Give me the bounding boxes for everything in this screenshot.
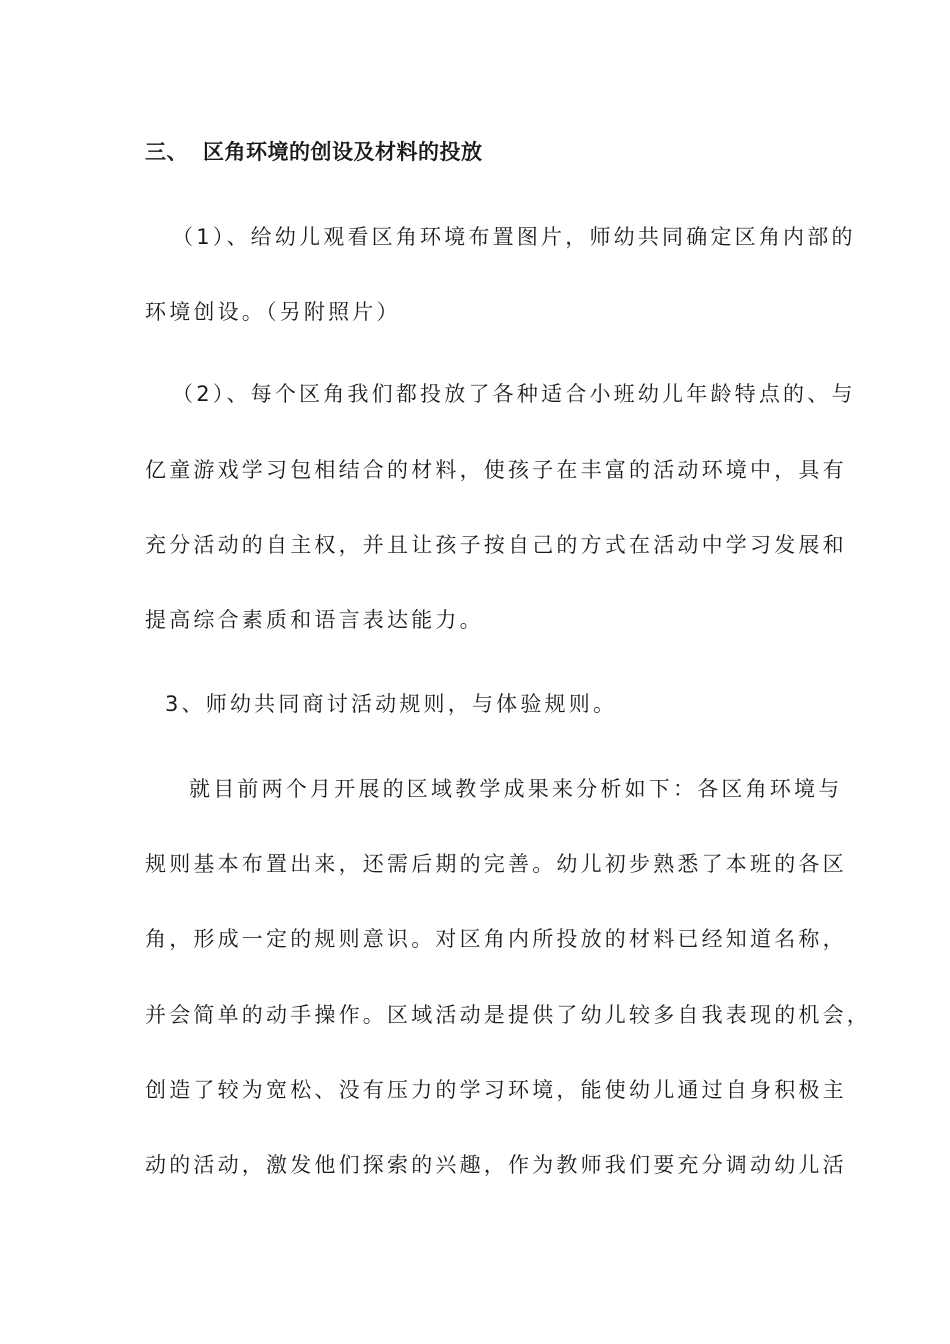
paragraph-line: 动的活动，激发他们探索的兴趣，作为教师我们要充分调动幼儿活 bbox=[145, 1153, 847, 1177]
paragraph-line: 就目前两个月开展的区域教学成果来分析如下：各区角环境与 bbox=[189, 777, 843, 801]
paragraph-line: 充分活动的自主权，并且让孩子按自己的方式在活动中学习发展和 bbox=[145, 533, 847, 557]
section-heading bbox=[145, 138, 483, 166]
paragraph-line: 并会简单的动手操作。区域活动是提供了幼儿较多自我表现的机会， bbox=[145, 1003, 871, 1027]
section-title: 区角环境的创设及材料的投放 bbox=[203, 140, 483, 164]
paragraph-line: 提高综合素质和语言表达能力。 bbox=[145, 608, 484, 632]
paragraph-line: 创造了较为宽松、没有压力的学习环境，能使幼儿通过自身积极主 bbox=[145, 1078, 847, 1102]
paragraph-line: 亿童游戏学习包相结合的材料，使孩子在丰富的活动环境中，具有 bbox=[145, 458, 847, 482]
paragraph-line: 规则基本布置出来，还需后期的完善。幼儿初步熟悉了本班的各区 bbox=[145, 852, 847, 876]
paragraph-line: （1）、给幼儿观看区角环境布置图片，师幼共同确定区角内部的 bbox=[172, 225, 856, 249]
paragraph-line: 环境创设。（另附照片） bbox=[145, 300, 401, 324]
paragraph-line: 角，形成一定的规则意识。对区角内所投放的材料已经知道名称， bbox=[145, 927, 847, 951]
section-number: 三、 bbox=[145, 140, 188, 164]
paragraph-line: 3、师幼共同商讨活动规则，与体验规则。 bbox=[165, 692, 618, 716]
paragraph-line: （2）、每个区角我们都投放了各种适合小班幼儿年龄特点的、与 bbox=[172, 382, 856, 406]
